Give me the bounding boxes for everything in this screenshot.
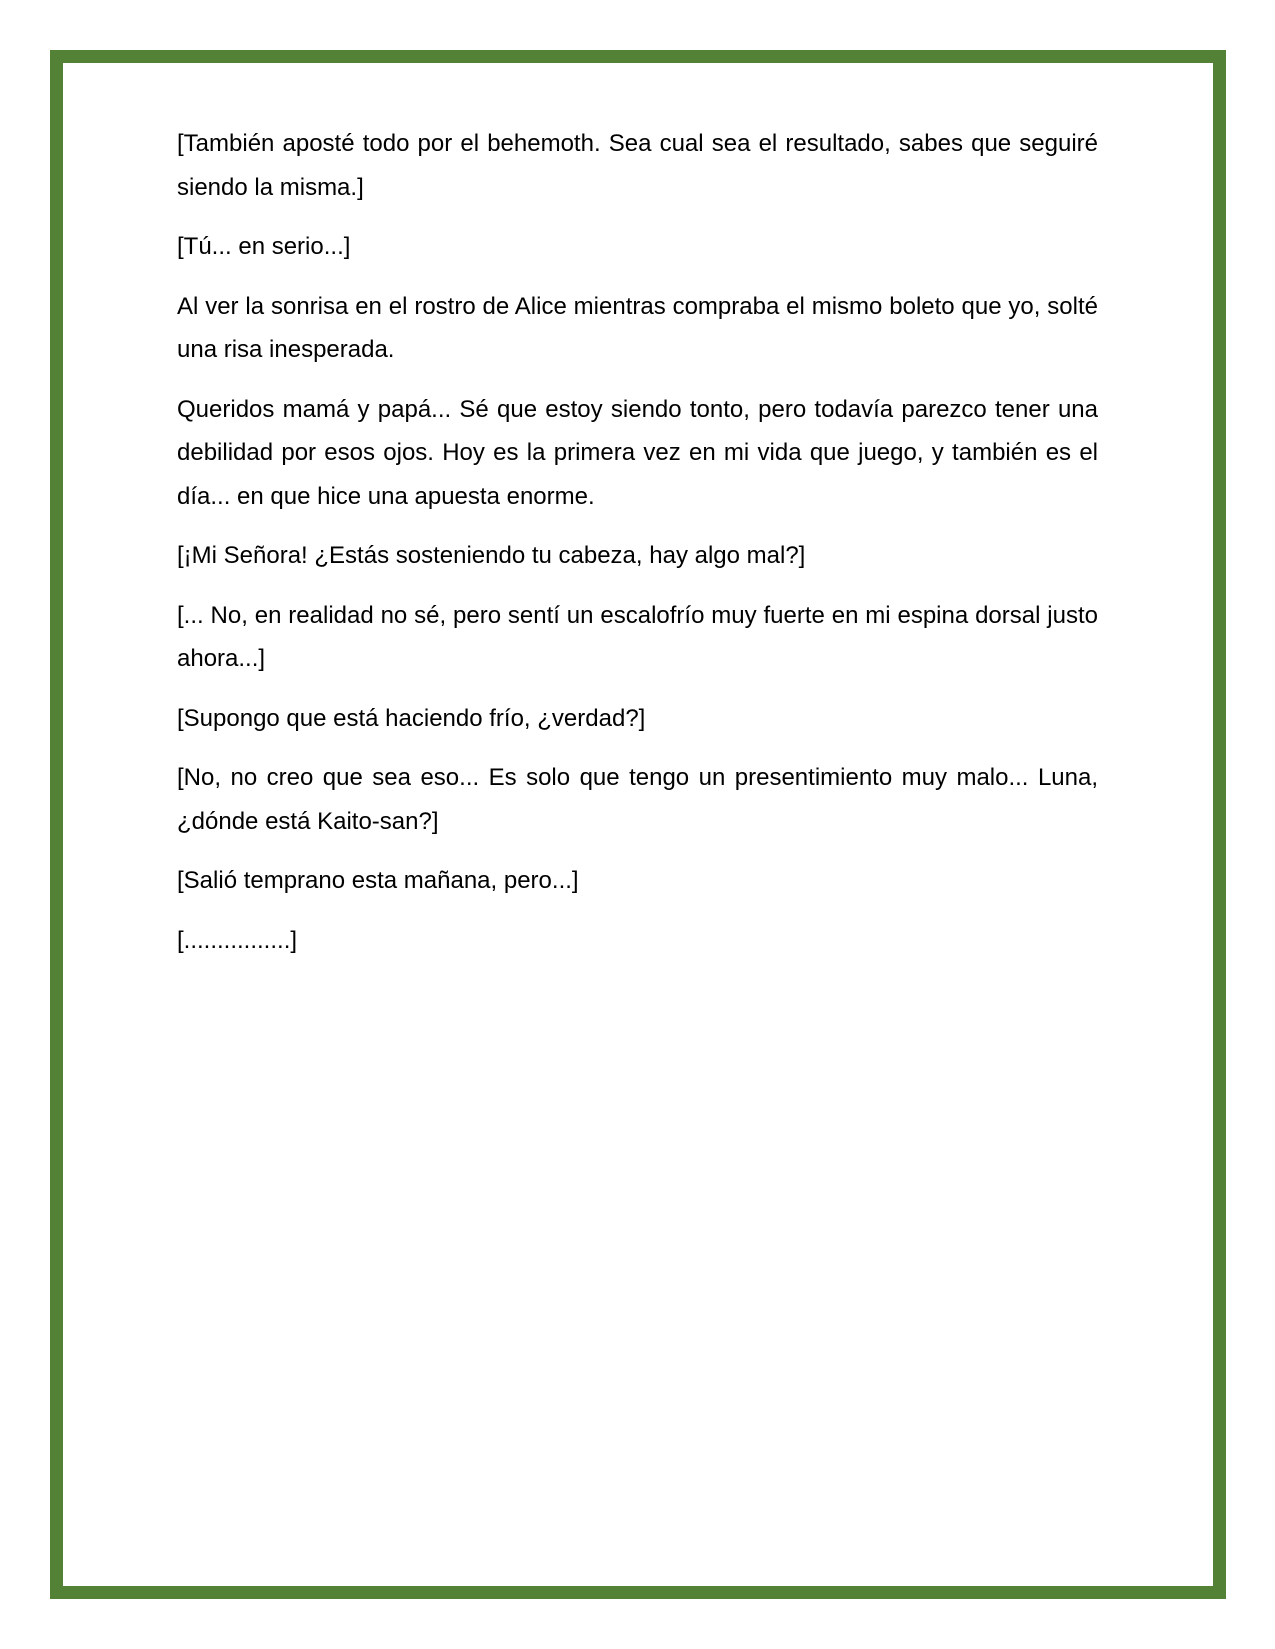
paragraph: [................]	[177, 926, 298, 954]
paragraph: [¡Mi Señora! ¿Estás sosteniendo tu cabeza, hay algo mal?]	[177, 542, 806, 569]
paragraph: Queridos mamá y papá... Sé que estoy siendo tonto, pero todavía parezco tener una debilidad por esos ojos. Hoy es la primera vez en mi vida que juego, y también es el día... en que hice una apuesta enorme.	[177, 395, 1098, 510]
paragraph: [Supongo que está haciendo frío, ¿verdad?]	[177, 704, 646, 732]
paragraph: [... No, en realidad no sé, pero sentí un escalofrío muy fuerte en mi espina dorsal justo ahora...]	[177, 601, 1098, 672]
paragraph: [También aposté todo por el behemoth. Sea cual sea el resultado, sabes que seguiré siendo la misma.]	[177, 130, 1098, 201]
paragraph: [Tú... en serio...]	[177, 233, 351, 260]
paragraph: Al ver la sonrisa en el rostro de Alice mientras compraba el mismo boleto que yo, solté una risa inesperada.	[177, 292, 1098, 363]
paragraph: [No, no creo que sea eso... Es solo que tengo un presentimiento muy malo... Luna, ¿dónde está Kaito-san?]	[177, 764, 1098, 835]
document-body	[177, 122, 1098, 978]
paragraph: [Salió temprano esta mañana, pero...]	[177, 867, 579, 894]
